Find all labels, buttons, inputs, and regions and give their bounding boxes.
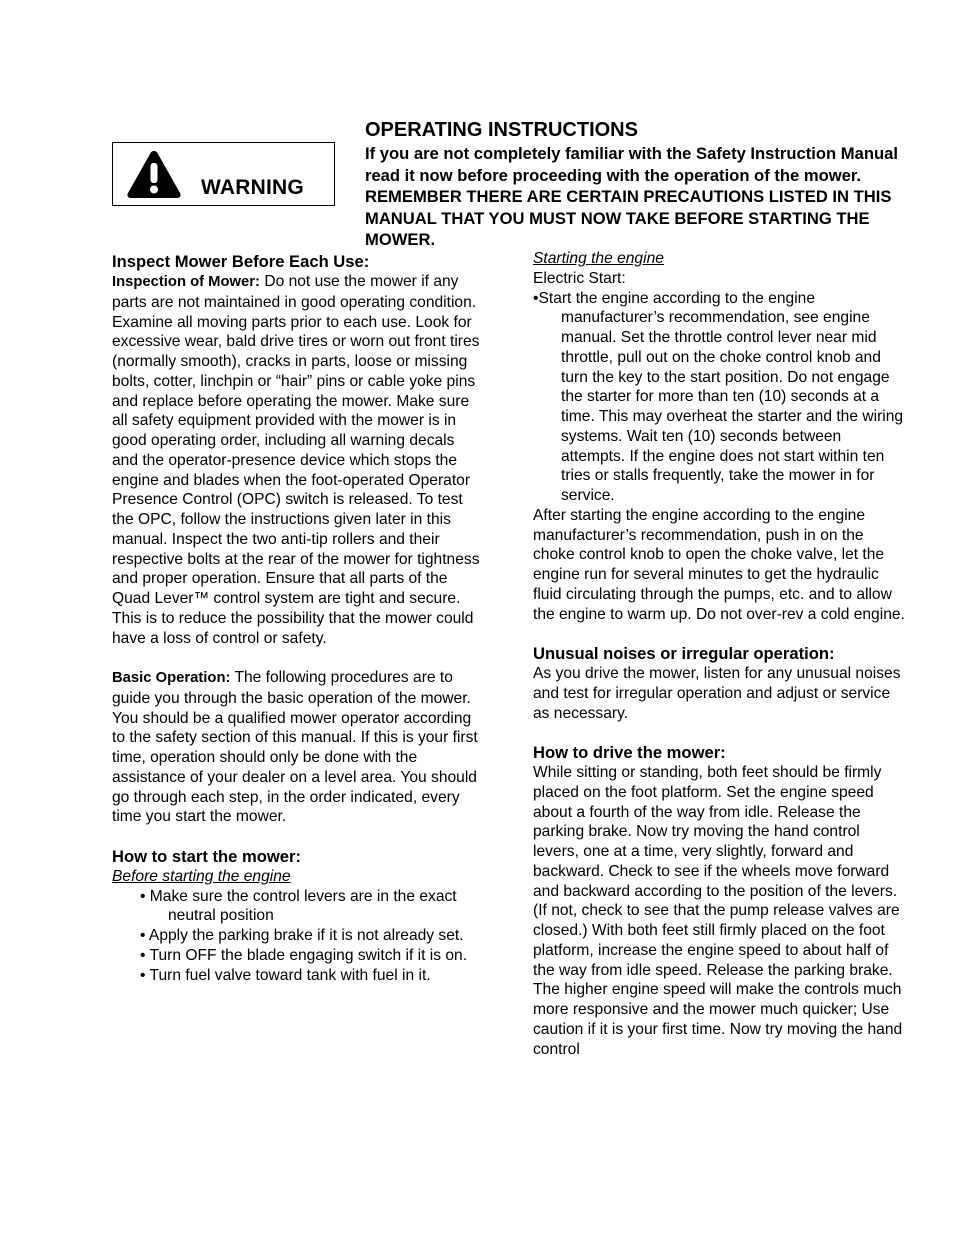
- left-column: [112, 252, 484, 985]
- noise-paragraph: As you drive the mower, listen for any unusual noises and test for irregular operation and adjust or service as necessary.: [533, 665, 901, 722]
- warning-box: [112, 142, 335, 206]
- list-item: • Make sure the control levers are in the exact neutral position: [140, 887, 457, 925]
- warning-label: WARNING: [201, 176, 304, 199]
- basic-operation-text: The following procedures are to guide you through the basic operation of the mower. You should be a qualified mower operator according to the safety section of this manual. If this is your first time, operation should only be done with the assistance of your dealer on a level area. You should go through each step, in the order indicated, every time you start the mower.: [112, 669, 478, 826]
- basic-operation-lead: Basic Operation:: [112, 670, 231, 686]
- inspection-lead: Inspection of Mower:: [112, 274, 260, 290]
- list-item: • Apply the parking brake if it is not already set.: [140, 927, 464, 944]
- intro-notice: If you are not completely familiar with the Safety Instruction Manual read it now before proceeding with the operation of the mower. REMEMBER THERE ARE CERTAIN PRECAUTIONS LISTED IN THIS MANUAL THAT YOU MUST NOW TAKE BEFORE STARTING THE MOWER.: [365, 144, 898, 250]
- list-item: •Start the engine according to the engine manufacturer’s recommendation, see engine manual. Set the throttle control lever near mid throttle, pull out on the choke control knob and turn the key to the start position. Do not engage the starter for more than ten (10) seconds at a time. This may overheat the starter and the wiring systems. Wait ten (10) seconds between attempts. If the engine does not start within ten tries or stalls frequently, take the mower in for service.: [533, 289, 904, 504]
- inspection-paragraph: [112, 272, 484, 648]
- right-column: [533, 249, 905, 1059]
- basic-operation-paragraph: [112, 668, 484, 827]
- after-start-paragraph: After starting the engine according to the engine manufacturer’s recommendation, push in on the choke control knob to open the choke valve, let the engine run for several minutes to get the hydraulic fluid circulating through the pumps, etc. and to allow the engine to warm up. Do not over-rev a cold engine.: [533, 506, 905, 623]
- inspect-heading: Inspect Mower Before Each Use:: [112, 252, 370, 271]
- noise-heading: Unusual noises or irregular operation:: [533, 644, 835, 663]
- start-heading: How to start the mower:: [112, 846, 301, 866]
- list-item: • Turn OFF the blade engaging switch if it is on.: [140, 946, 468, 964]
- electric-start-label: Electric Start:: [533, 269, 626, 287]
- before-starting-subheading: Before starting the engine: [112, 867, 291, 885]
- inspection-text: Do not use the mower if any parts are not maintained in good operating condition. Examine all moving parts prior to each use. Look for excessive wear, bald drive tires or worn out front tires (normally smooth), cracks in parts, loose or missing bolts, cotter, linchpin or “hair” pins or cable yoke pins and replace before operating the mower. Make sure all safety equipment provided with the mower is in good operating order, including all warning decals and the operator-presence device which stops the engine and blades when the foot-operated Operator Presence Control (OPC) switch is released. To test the OPC, follow the instructions given later in this manual. Inspect the two anti-tip rollers and their respective bolts at the rear of the mower for tightness and proper operation. Ensure that all parts of the Quad Lever™ control system are tight and secure. This is to reduce the possibility that the mower could have a loss of control or safety.: [112, 273, 480, 647]
- drive-paragraph: While sitting or standing, both feet should be firmly placed on the foot platform. Set the engine speed about a fourth of the way from idle. Release the parking brake. Now try moving the hand control levers, one at a time, very slightly, forward and backward. Check to see if the wheels move forward and backward according to the position of the levers. (If not, check to see that the pump release valves are closed.) With both feet still firmly placed on the foot platform, increase the engine speed to about half of the way from idle speed. Release the parking brake. The higher engine speed will make the controls much more responsive and the mower much quicker; Use caution if it is your first time. Now try moving the hand control: [533, 764, 903, 1058]
- warning-triangle-icon: [125, 148, 183, 200]
- page-title: OPERATING INSTRUCTIONS: [365, 119, 638, 141]
- starting-engine-subheading: Starting the engine: [533, 250, 664, 267]
- page-header: [365, 117, 910, 251]
- drive-heading: How to drive the mower:: [533, 743, 726, 762]
- list-item: • Turn fuel valve toward tank with fuel in it.: [140, 966, 431, 984]
